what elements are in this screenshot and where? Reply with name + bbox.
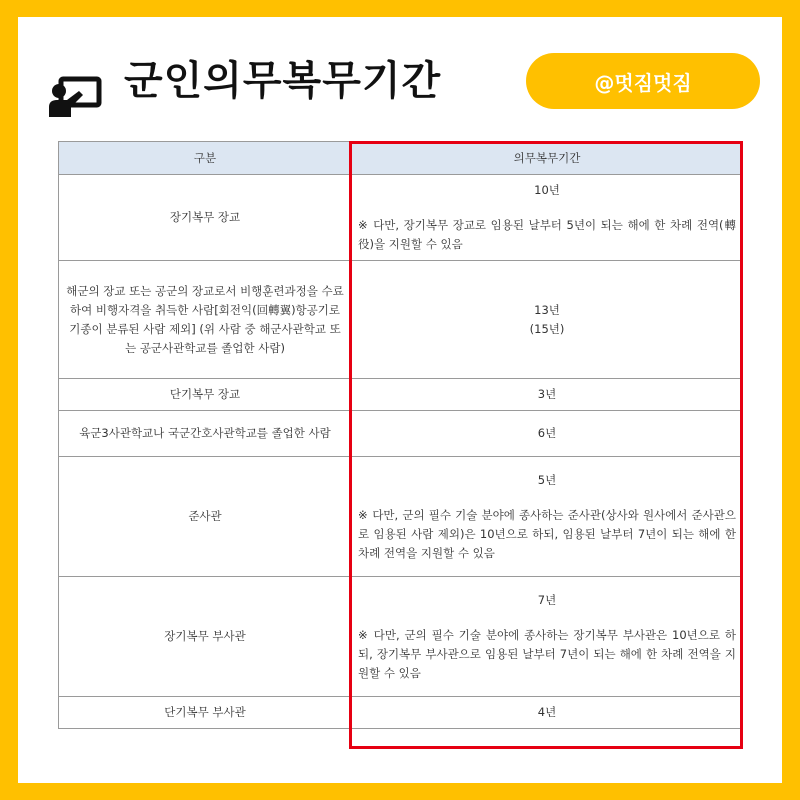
period-note: ※ 다만, 군의 필수 기술 분야에 종사하는 준사관(상사와 원사에서 준사관으로 임용된 사람 제외)은 10년으로 하되, 임용된 날부터 7년이 되는 해에 한 차례 전역을 지원할 수 있음 <box>358 507 736 560</box>
period-value: 13년 <box>534 302 560 317</box>
table-row <box>59 697 743 729</box>
period-note: ※ 다만, 군의 필수 기술 분야에 종사하는 장기복무 부사관은 10년으로 하되, 장기복무 부사관으로 임용된 날부터 7년이 되는 해에 한 차례 전역을 지원할 수 있음 <box>358 627 736 680</box>
period-value: 10년 <box>534 183 560 197</box>
row-category: 단기복무 장교 <box>59 379 352 411</box>
table-row <box>59 261 743 379</box>
service-period-table <box>58 141 743 729</box>
row-category: 육군3사관학교나 국군간호사관학교를 졸업한 사람 <box>59 411 352 457</box>
period-value-secondary: (15년) <box>529 321 565 336</box>
header-category: 구분 <box>59 142 352 175</box>
author-handle-badge: @멋짐멋짐 <box>526 53 760 109</box>
table-row <box>59 411 743 457</box>
presenter-board-icon <box>45 67 105 121</box>
page-title: 군인의무복무기간 <box>124 58 442 104</box>
row-category: 준사관 <box>59 457 352 577</box>
row-period: 4년 <box>352 697 743 729</box>
row-category: 장기복무 부사관 <box>59 577 352 697</box>
row-period: 3년 <box>352 379 743 411</box>
row-category: 장기복무 장교 <box>59 175 352 261</box>
row-category: 해군의 장교 또는 공군의 장교로서 비행훈련과정을 수료하여 비행자격을 취득한 사람[회전익(回轉翼)항공기로 기종이 분류된 사람 제외] (위 사람 중 해군사관학교 또는 공군사관학교를 졸업한 사람) <box>59 261 352 379</box>
row-period <box>352 261 743 379</box>
table-row <box>59 379 743 411</box>
table-row <box>59 577 743 697</box>
row-category: 단기복무 부사관 <box>59 697 352 729</box>
period-value: 5년 <box>537 472 557 487</box>
row-period <box>352 457 743 577</box>
content-card <box>18 17 782 783</box>
table-row <box>59 457 743 577</box>
period-note: ※ 다만, 장기복무 장교로 임용된 날부터 5년이 되는 해에 한 차례 전역(轉役)을 지원할 수 있음 <box>358 218 736 251</box>
period-value: 7년 <box>537 592 557 607</box>
row-period: 6년 <box>352 411 743 457</box>
table-header-row <box>59 142 743 175</box>
row-period <box>352 175 743 261</box>
row-period <box>352 577 743 697</box>
header-period: 의무복무기간 <box>352 142 743 175</box>
table-row <box>59 175 743 261</box>
